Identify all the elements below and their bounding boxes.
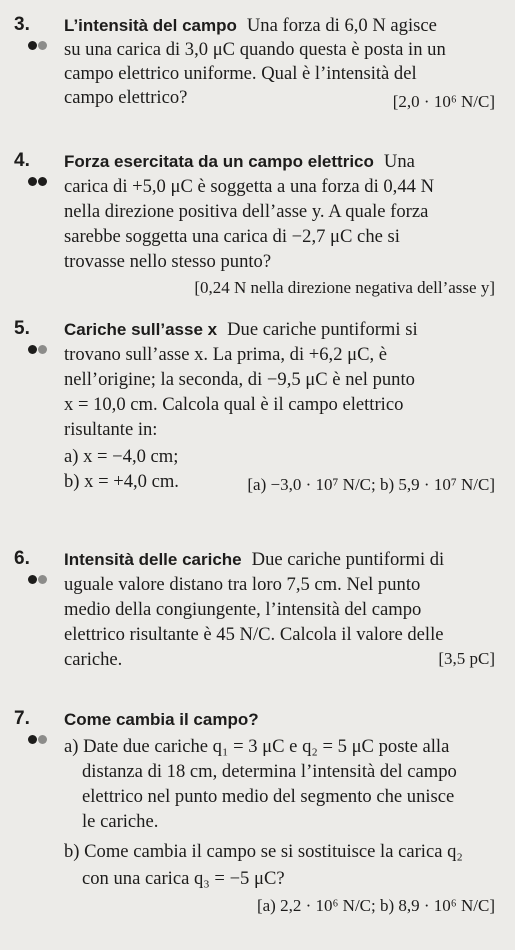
difficulty-dot-icon <box>28 177 37 186</box>
problem-line: Cariche sull’asse x Due cariche puntiformi si <box>64 319 418 340</box>
difficulty-dot-icon <box>38 41 47 50</box>
problem-subitem: b) x = +4,0 cm. <box>64 471 179 492</box>
problem-subitem: a) x = −4,0 cm; <box>64 446 179 467</box>
problem-line: distanza di 18 cm, determina l’intensità del campo <box>82 761 457 782</box>
difficulty-dots <box>28 345 48 355</box>
problem-line: risultante in: <box>64 419 158 440</box>
problem-answer: [a) 2,2 · 10⁶ N/C; b) 8,9 · 10⁶ N/C] <box>256 896 495 915</box>
problem-line: carica di +5,0 μC è soggetta a una forza di 0,44 N <box>64 176 434 197</box>
problem-number: 7. <box>14 708 30 729</box>
problem-subitem: a) Date due cariche q₁ = 3 μC e q₂ = 5 μC poste alla <box>64 736 450 757</box>
problem-title: Come cambia il campo? <box>64 710 259 729</box>
difficulty-dots <box>28 177 48 187</box>
problem-line: elettrico risultante è 45 N/C. Calcola il valore delle <box>64 624 444 645</box>
problem-line: le cariche. <box>82 811 159 832</box>
problem-line: campo elettrico uniforme. Qual è l’intensità del <box>64 63 417 84</box>
problem-line: elettrico nel punto medio del segmento che unisce <box>82 786 455 807</box>
problem-title: Forza esercitata da un campo elettrico <box>64 152 374 171</box>
problem-title: Cariche sull’asse x <box>64 320 218 339</box>
problem-line: x = 10,0 cm. Calcola qual è il campo elettrico <box>64 394 404 415</box>
difficulty-dots <box>28 735 48 745</box>
difficulty-dot-icon <box>38 735 47 744</box>
problem-number: 4. <box>14 150 30 171</box>
problem-line: con una carica q₃ = −5 μC? <box>82 868 285 889</box>
problem-line: L’intensità del campo Una forza di 6,0 N agisce <box>64 15 437 36</box>
problem-line: medio della congiungente, l’intensità del campo <box>64 599 422 620</box>
difficulty-dot-icon <box>28 575 37 584</box>
problem-line: uguale valore distano tra loro 7,5 cm. Nel punto <box>64 574 421 595</box>
problem-line: cariche. <box>64 649 123 670</box>
problem-number: 5. <box>14 318 30 339</box>
difficulty-dots <box>28 41 48 51</box>
difficulty-dot-icon <box>38 345 47 354</box>
problem-answer: [2,0 · 10⁶ N/C] <box>392 92 495 111</box>
problem-line: su una carica di 3,0 μC quando questa è posta in un <box>64 39 446 60</box>
problem-line: nell’origine; la seconda, di −9,5 μC è nel punto <box>64 369 415 390</box>
difficulty-dot-icon <box>28 735 37 744</box>
problem-line: Forza esercitata da un campo elettrico Una <box>64 151 415 172</box>
difficulty-dot-icon <box>28 41 37 50</box>
difficulty-dot-icon <box>38 575 47 584</box>
problem-number: 3. <box>14 14 30 35</box>
problem-line: nella direzione positiva dell’asse y. A quale forza <box>64 201 429 222</box>
problem-title: L’intensità del campo <box>64 16 237 35</box>
problem-title: Intensità delle cariche <box>64 550 242 569</box>
problem-line <box>64 708 497 732</box>
difficulty-dots <box>28 575 48 585</box>
problem-line: trovasse nello stesso punto? <box>64 251 272 272</box>
problem-line: trovano sull’asse x. La prima, di +6,2 μC, è <box>64 344 388 365</box>
problem-number: 6. <box>14 548 30 569</box>
problem-answer: [a) −3,0 · 10⁷ N/C; b) 5,9 · 10⁷ N/C] <box>247 475 495 494</box>
problem-answer: [0,24 N nella direzione negativa dell’asse y] <box>194 278 495 297</box>
problem-line: Intensità delle cariche Due cariche puntiformi di <box>64 549 445 570</box>
problem-line: sarebbe soggetta una carica di −2,7 μC che si <box>64 226 400 247</box>
problem-line: campo elettrico? <box>64 87 188 108</box>
difficulty-dot-icon <box>28 345 37 354</box>
difficulty-dot-icon <box>38 177 47 186</box>
problem-subitem: b) Come cambia il campo se si sostituisce la carica q₂ <box>64 841 463 862</box>
problem-answer: [3,5 pC] <box>438 649 495 668</box>
